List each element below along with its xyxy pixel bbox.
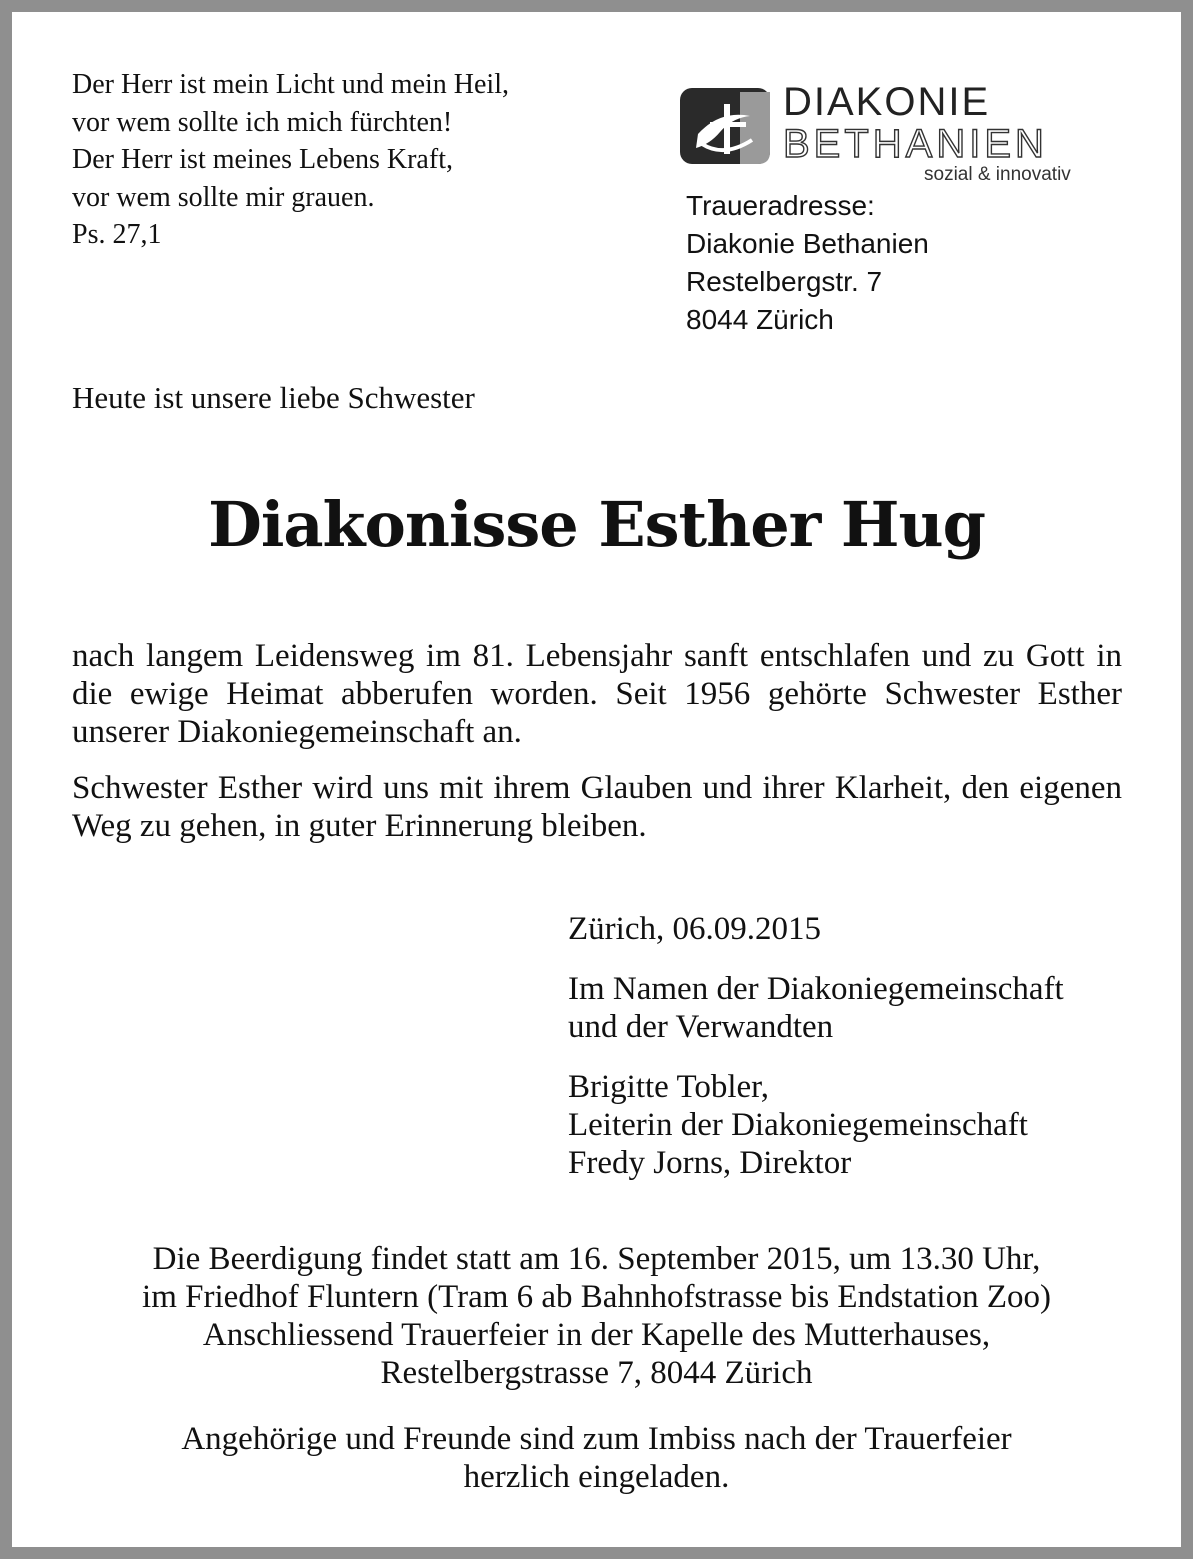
invitation-line: Angehörige und Freunde sind zum Imbiss nach der Trauerfeier bbox=[181, 1421, 1012, 1457]
deceased-name: Diakonisse Esther Hug bbox=[208, 488, 985, 561]
logo-text-diakonie: DIAKONIE bbox=[783, 80, 991, 124]
on-behalf-line: und der Verwandten bbox=[568, 1009, 834, 1045]
logo-mark-icon bbox=[680, 88, 770, 164]
mourning-address bbox=[686, 187, 929, 339]
on-behalf-line: Im Namen der Diakoniegemeinschaft bbox=[568, 971, 1064, 1007]
signatory-line: Leiterin der Diakoniegemeinschaft bbox=[568, 1107, 1028, 1143]
funeral-line: Die Beerdigung findet statt am 16. September 2015, um 13.30 Uhr, bbox=[152, 1241, 1041, 1277]
body-paragraph: nach langem Leidensweg im 81. Lebensjahr sanft entschlafen und zu Gott in die ewige Heimat abberufen worden. Seit 1956 gehörte Schwester Esther unserer Diakoniegemeinschaft an. bbox=[72, 638, 1122, 750]
psalm-quote bbox=[72, 66, 632, 254]
psalm-line: Der Herr ist mein Licht und mein Heil, bbox=[72, 69, 509, 100]
signatory-line: Brigitte Tobler, bbox=[568, 1069, 770, 1105]
logo-text-bethanien: BETHANIEN bbox=[783, 122, 1048, 166]
psalm-line: Der Herr ist meines Lebens Kraft, bbox=[72, 144, 453, 175]
funeral-line: im Friedhof Fluntern (Tram 6 ab Bahnhofstrasse bis Endstation Zoo) bbox=[142, 1279, 1051, 1315]
signatory-line: Fredy Jorns, Direktor bbox=[568, 1145, 852, 1181]
address-heading: Traueradresse: bbox=[686, 190, 875, 221]
invitation-line: herzlich eingeladen. bbox=[463, 1459, 730, 1495]
psalm-line: vor wem sollte mir grauen. bbox=[72, 181, 375, 213]
psalm-line: vor wem sollte ich mich fürchten! bbox=[72, 106, 453, 138]
logo-tagline: sozial & innovativ bbox=[924, 164, 1071, 185]
place-date: Zürich, 06.09.2015 bbox=[568, 911, 821, 947]
funeral-details bbox=[12, 1240, 1181, 1392]
psalm-reference: Ps. 27,1 bbox=[72, 219, 162, 250]
obituary-page bbox=[12, 12, 1181, 1547]
address-line: 8044 Zürich bbox=[686, 304, 834, 335]
funeral-line: Anschliessend Trauerfeier in der Kapelle des Mutterhauses, bbox=[202, 1317, 991, 1353]
diakonie-bethanien-logo bbox=[680, 76, 1130, 194]
signoff-block bbox=[568, 910, 1148, 1182]
address-line: Diakonie Bethanien bbox=[686, 228, 929, 259]
funeral-line: Restelbergstrasse 7, 8044 Zürich bbox=[380, 1355, 813, 1391]
body-paragraph: Schwester Esther wird uns mit ihrem Glauben und ihrer Klarheit, den eigenen Weg zu gehen, in guter Erinnerung bleiben. bbox=[72, 770, 1122, 844]
intro-text: Heute ist unsere liebe Schwester bbox=[72, 380, 475, 415]
invitation bbox=[12, 1420, 1181, 1496]
address-line: Restelbergstr. 7 bbox=[686, 266, 883, 297]
